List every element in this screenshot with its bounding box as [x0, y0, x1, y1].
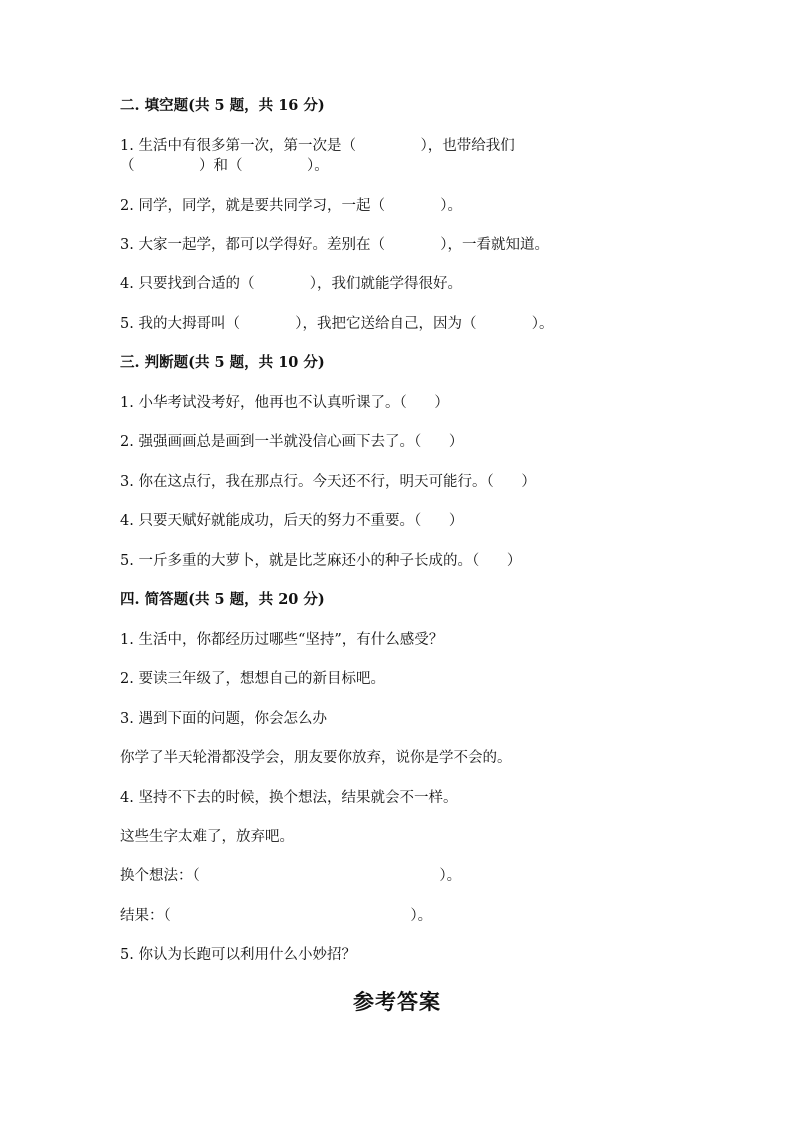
section-2-heading: 二. 填空题(共 5 题，共 16 分) [120, 97, 325, 114]
fill-q1-line1: 1. 生活中有很多第一次，第一次是（ ），也带给我们 [120, 138, 515, 154]
short-q2: 2. 要读三年级了，想想自己的新目标吧。 [120, 671, 385, 687]
short-q1: 1. 生活中，你都经历过哪些“坚持”，有什么感受？ [120, 632, 444, 648]
short-q4-change-blank: 换个想法：（ ）。 [120, 868, 462, 884]
judge-q3: 3. 你在这点行，我在那点行。今天还不行，明天可能行。（ ） [120, 474, 536, 490]
short-q3: 3. 遇到下面的问题，你会怎么办 [120, 711, 327, 727]
short-q4-result-blank: 结果：（ ）。 [120, 908, 433, 924]
judge-q1: 1. 小华考试没考好，他再也不认真听课了。（ ） [120, 395, 449, 411]
short-q4-statement: 这些生字太难了，放弃吧。 [120, 829, 294, 845]
fill-q1-line2: （ ）和（ ）。 [120, 158, 329, 174]
judge-q5: 5. 一斤多重的大萝卜，就是比芝麻还小的种子长成的。（ ） [120, 553, 522, 569]
fill-q2: 2. 同学，同学，就是要共同学习，一起（ ）。 [120, 198, 463, 214]
section-3-heading: 三. 判断题(共 5 题，共 10 分) [120, 354, 325, 371]
judge-q4: 4. 只要天赋好就能成功，后天的努力不重要。（ ） [120, 513, 464, 529]
judge-q2: 2. 强强画画总是画到一半就没信心画下去了。（ ） [120, 434, 464, 450]
short-q5: 5. 你认为长跑可以利用什么小妙招？ [120, 947, 356, 963]
short-q4: 4. 坚持不下去的时候，换个想法，结果就会不一样。 [120, 790, 458, 806]
answer-key-title: 参考答案 [353, 989, 441, 1014]
fill-q3: 3. 大家一起学，都可以学得好。差别在（ ），一看就知道。 [120, 237, 550, 253]
short-q3-scenario: 你学了半天轮滑都没学会，朋友要你放弃，说你是学不会的。 [120, 750, 512, 766]
fill-q5: 5. 我的大拇哥叫（ ），我把它送给自己，因为（ ）。 [120, 316, 554, 332]
section-4-heading: 四. 简答题(共 5 题，共 20 分) [120, 591, 325, 608]
fill-q4: 4. 只要找到合适的（ ），我们就能学得很好。 [120, 276, 463, 292]
